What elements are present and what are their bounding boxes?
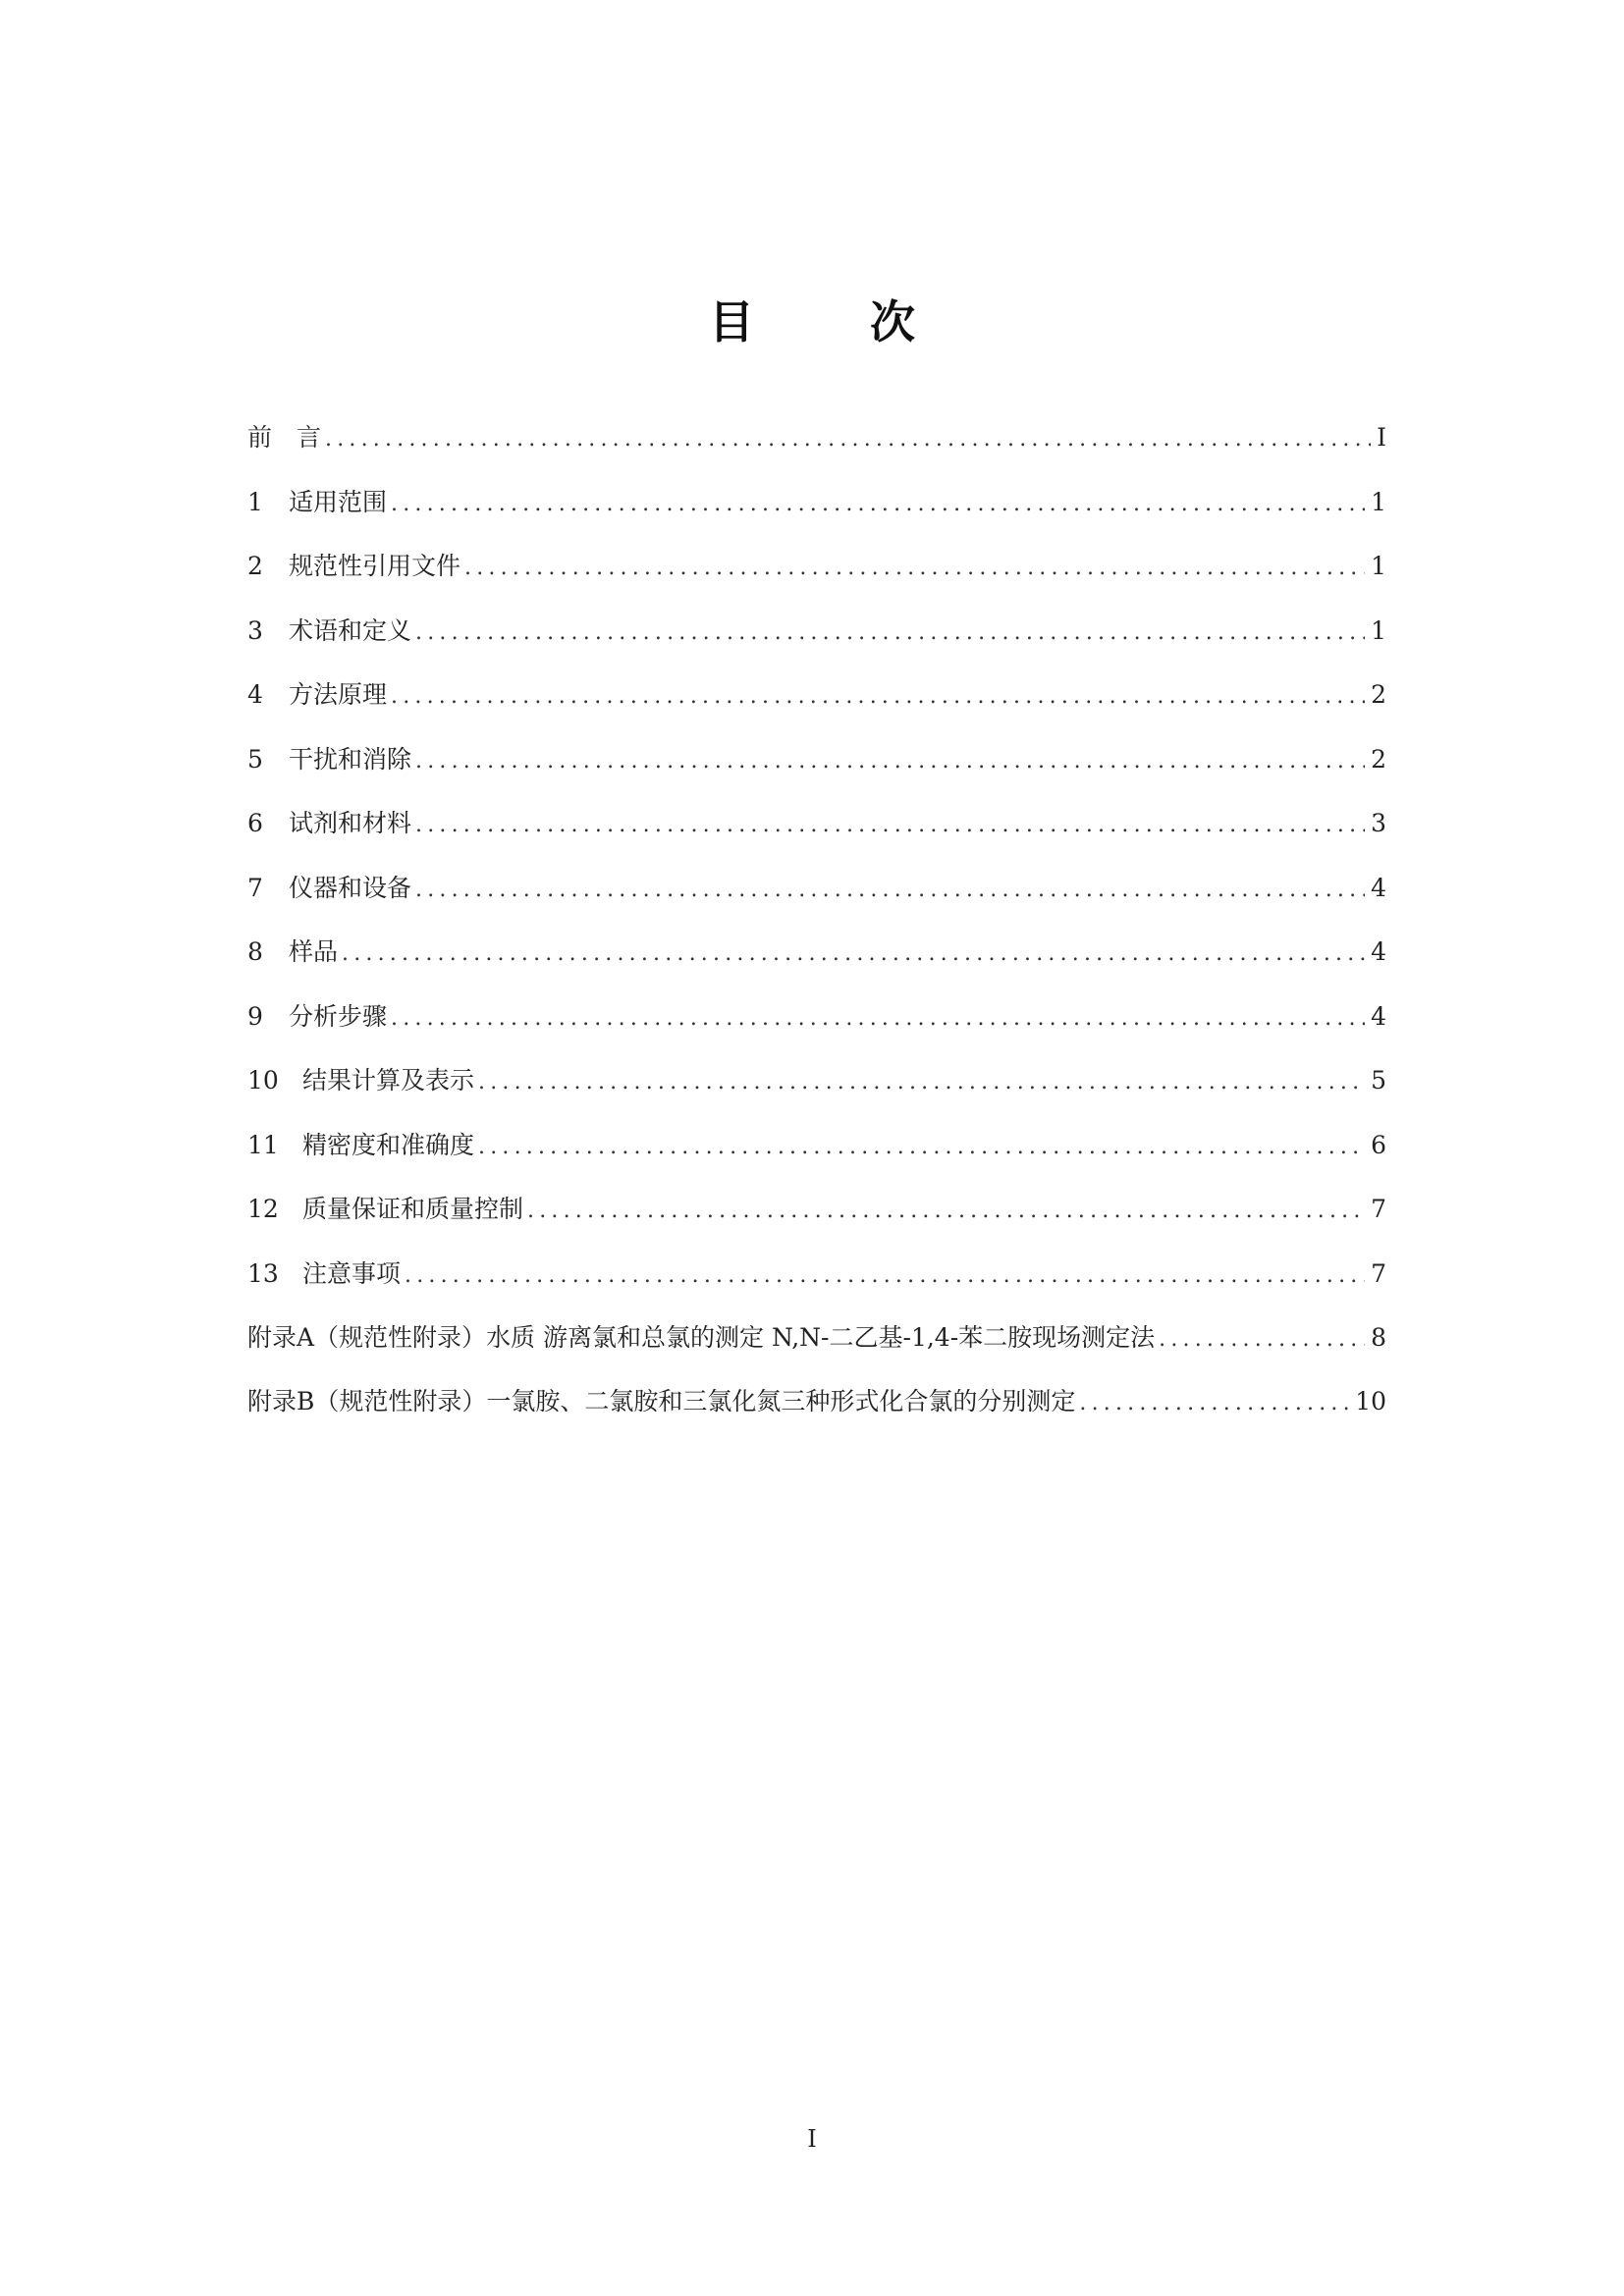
toc-entry-page: 8 bbox=[1371, 1323, 1386, 1352]
toc-leader-dots bbox=[1079, 1386, 1349, 1421]
toc-entry-number: 10 bbox=[247, 1066, 279, 1095]
toc-entry-number: 7 bbox=[247, 873, 263, 902]
toc-entry-number: 3 bbox=[247, 615, 263, 645]
toc-entry-preface[interactable] bbox=[247, 420, 1386, 485]
toc-leader-dots bbox=[415, 744, 1365, 779]
toc-entry-number: 13 bbox=[247, 1258, 279, 1288]
toc-entry-page: 10 bbox=[1355, 1387, 1386, 1415]
toc-entry-page: 7 bbox=[1371, 1195, 1386, 1223]
toc-entry-page: 1 bbox=[1371, 615, 1386, 645]
toc-entry-text: 试剂和材料 bbox=[289, 809, 412, 837]
toc-entry-9[interactable] bbox=[247, 999, 1386, 1064]
toc-leader-dots bbox=[405, 1258, 1365, 1294]
toc-entry-text: 术语和定义 bbox=[289, 615, 412, 645]
toc-entry-7[interactable] bbox=[247, 871, 1386, 935]
toc-leader-dots bbox=[391, 487, 1365, 522]
toc-leader-dots bbox=[415, 808, 1365, 843]
toc-entry-number: 5 bbox=[247, 744, 263, 774]
toc-entry-6[interactable] bbox=[247, 806, 1386, 871]
toc-entry-number: 11 bbox=[247, 1130, 279, 1159]
toc-entry-13[interactable] bbox=[247, 1256, 1386, 1321]
toc-entry-text: 附录B（规范性附录）一氯胺、二氯胺和三氯化氮三种形式化合氯的分别测定 bbox=[247, 1387, 1076, 1415]
toc-entry-text: 精密度和准确度 bbox=[302, 1130, 475, 1159]
toc-leader-dots bbox=[391, 679, 1365, 715]
toc-entry-text: 附录A（规范性附录）水质 游离氯和总氯的测定 N,N-二乙基-1,4-苯二胺现场测定法 bbox=[247, 1323, 1156, 1352]
toc-entry-number: 2 bbox=[247, 552, 263, 580]
toc-entry-number: 8 bbox=[247, 937, 263, 966]
toc-entry-text: 干扰和消除 bbox=[289, 744, 412, 774]
toc-leader-dots bbox=[325, 422, 1371, 457]
toc-entry-page: 4 bbox=[1371, 1001, 1386, 1031]
toc-entry-number: 12 bbox=[247, 1195, 279, 1223]
table-of-contents bbox=[247, 420, 1386, 1448]
toc-entry-2[interactable] bbox=[247, 549, 1386, 614]
toc-entry-appendix-a[interactable] bbox=[247, 1320, 1386, 1384]
toc-entry-page: 7 bbox=[1371, 1258, 1386, 1288]
toc-entry-text: 方法原理 bbox=[289, 680, 388, 709]
toc-entry-page: I bbox=[1377, 423, 1386, 452]
toc-entry-1[interactable] bbox=[247, 485, 1386, 550]
footer-page-number: I bbox=[807, 2125, 817, 2153]
toc-entry-appendix-b[interactable] bbox=[247, 1384, 1386, 1448]
toc-leader-dots bbox=[1159, 1322, 1365, 1358]
toc-leader-dots bbox=[478, 1130, 1365, 1165]
toc-leader-dots bbox=[478, 1065, 1365, 1100]
toc-entry-text: 样品 bbox=[289, 937, 339, 966]
toc-leader-dots bbox=[342, 936, 1365, 972]
toc-entry-text: 分析步骤 bbox=[289, 1001, 388, 1031]
toc-entry-page: 2 bbox=[1371, 744, 1386, 774]
toc-entry-text: 结果计算及表示 bbox=[302, 1066, 475, 1095]
toc-leader-dots bbox=[464, 551, 1365, 586]
toc-entry-page: 1 bbox=[1371, 552, 1386, 580]
toc-entry-12[interactable] bbox=[247, 1192, 1386, 1256]
toc-entry-3[interactable] bbox=[247, 614, 1386, 678]
toc-entry-text: 注意事项 bbox=[302, 1258, 402, 1288]
toc-entry-text: 适用范围 bbox=[289, 487, 388, 516]
toc-leader-dots bbox=[415, 873, 1365, 908]
toc-entry-text: 质量保证和质量控制 bbox=[302, 1195, 524, 1223]
toc-entry-page: 6 bbox=[1371, 1130, 1386, 1159]
toc-entry-5[interactable] bbox=[247, 742, 1386, 807]
toc-entry-number: 1 bbox=[247, 487, 263, 516]
toc-leader-dots bbox=[391, 1001, 1365, 1037]
toc-entry-11[interactable] bbox=[247, 1128, 1386, 1193]
toc-entry-4[interactable] bbox=[247, 677, 1386, 742]
toc-entry-page: 5 bbox=[1371, 1066, 1386, 1095]
toc-entry-page: 4 bbox=[1371, 937, 1386, 966]
toc-entry-page: 2 bbox=[1371, 680, 1386, 709]
toc-leader-dots bbox=[527, 1194, 1365, 1229]
toc-entry-text: 前 言 bbox=[247, 423, 322, 452]
toc-entry-8[interactable] bbox=[247, 934, 1386, 999]
toc-entry-number: 4 bbox=[247, 680, 263, 709]
toc-entry-page: 1 bbox=[1371, 487, 1386, 516]
toc-entry-text: 仪器和设备 bbox=[289, 873, 412, 902]
toc-entry-page: 3 bbox=[1371, 809, 1386, 837]
toc-entry-10[interactable] bbox=[247, 1063, 1386, 1128]
toc-entry-number: 6 bbox=[247, 809, 263, 837]
toc-title: 目 次 bbox=[709, 295, 950, 348]
toc-entry-page: 4 bbox=[1371, 873, 1386, 902]
toc-entry-text: 规范性引用文件 bbox=[289, 552, 461, 580]
toc-entry-number: 9 bbox=[247, 1001, 263, 1031]
toc-leader-dots bbox=[415, 615, 1365, 651]
